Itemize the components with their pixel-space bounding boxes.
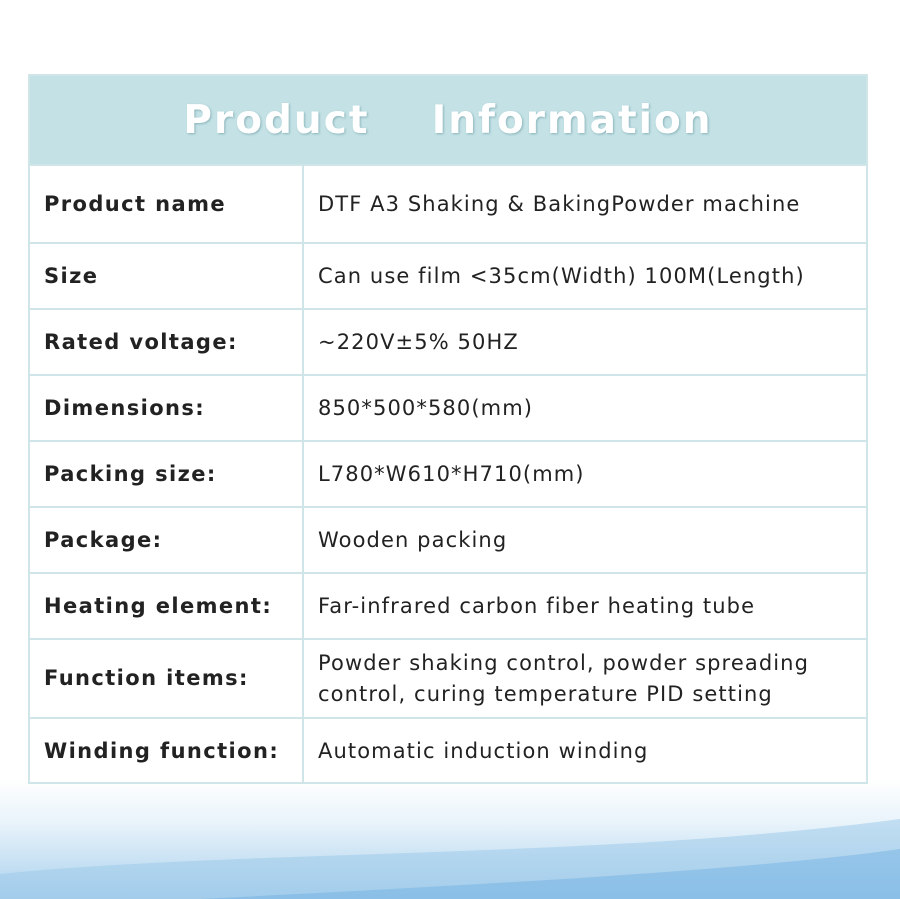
spec-label: Heating element: xyxy=(30,573,303,639)
spec-row-dimensions xyxy=(30,375,866,441)
spec-label: Size xyxy=(30,243,303,309)
spec-value: Wooden packing xyxy=(303,507,866,573)
spec-label: Product name xyxy=(30,165,303,243)
background-wave xyxy=(0,779,900,899)
spec-row-function-items xyxy=(30,639,866,718)
spec-label: Rated voltage: xyxy=(30,309,303,375)
spec-row-product-name xyxy=(30,165,866,243)
spec-row-rated-voltage xyxy=(30,309,866,375)
spec-row-packing-size xyxy=(30,441,866,507)
spec-value: 850*500*580(mm) xyxy=(303,375,866,441)
spec-value: Can use film <35cm(Width) 100M(Length) xyxy=(303,243,866,309)
spec-label: Dimensions: xyxy=(30,375,303,441)
spec-value: Far-infrared carbon fiber heating tube xyxy=(303,573,866,639)
product-info-panel xyxy=(28,74,868,784)
spec-row-winding-function xyxy=(30,718,866,783)
panel-header xyxy=(30,76,866,164)
spec-row-heating-element xyxy=(30,573,866,639)
spec-label: Function items: xyxy=(30,639,303,718)
spec-value: ~220V±5% 50HZ xyxy=(303,309,866,375)
spec-value: DTF A3 Shaking & BakingPowder machine xyxy=(303,165,866,243)
spec-table xyxy=(30,164,866,783)
spec-value: L780*W610*H710(mm) xyxy=(303,441,866,507)
spec-label: Winding function: xyxy=(30,718,303,783)
wave-graphic xyxy=(0,779,900,899)
spec-row-size xyxy=(30,243,866,309)
spec-row-package xyxy=(30,507,866,573)
spec-value: Powder shaking control, powder spreading control, curing temperature PID setting xyxy=(303,639,866,718)
spec-label: Packing size: xyxy=(30,441,303,507)
spec-value: Automatic induction winding xyxy=(303,718,866,783)
panel-title: Product Information xyxy=(183,97,713,143)
spec-label: Package: xyxy=(30,507,303,573)
